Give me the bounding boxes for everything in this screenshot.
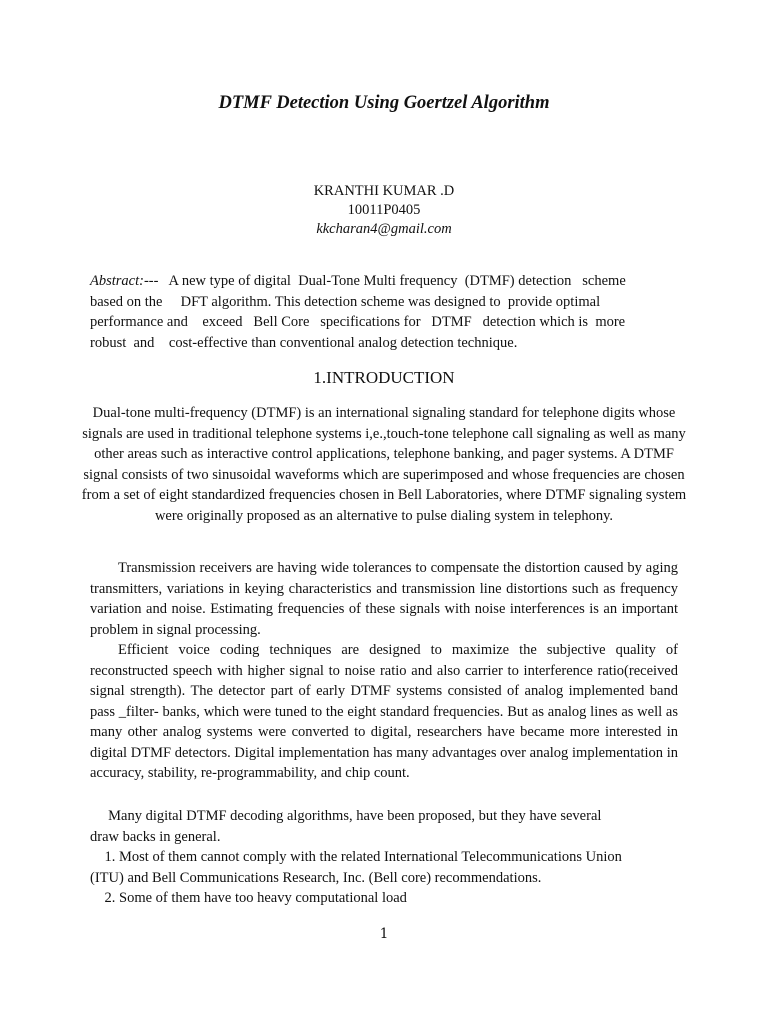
paragraph-text: Efficient voice coding techniques are designed to maximize the subjective quality of reconstructed speech with higher signal to noise ratio and also carrier to interference ratio(received signal strength). The detector part of early DTMF systems consisted of analog implemented band pass _filter- banks, which were tuned to the eight standard frequencies. But as analog lines as well as many other analog systems were converted to digital, researchers have became more interested in digital DTMF detectors. Digital implementation has many advantages over analog implementation in accuracy, stability, re-programmability, and chip count. (90, 642, 678, 781)
abstract-line: A new type of digital Dual-Tone Multi frequency (DTMF) detection scheme (158, 273, 626, 289)
abstract-line: performance and exceed Bell Core specifications for DTMF detection which is more (90, 314, 626, 330)
drawbacks-line: Many digital DTMF decoding algorithms, have been proposed, but they have several (90, 808, 602, 824)
abstract-line: robust and cost-effective than conventional analog detection technique. (90, 334, 518, 351)
drawbacks-line: 2. Some of them have too heavy computational load (90, 890, 407, 906)
coding-paragraph (90, 640, 678, 784)
abstract (90, 271, 665, 353)
author-id: 10011P0405 (347, 202, 421, 218)
section-heading: 1.INTRODUCTION (313, 368, 455, 387)
paragraph-text: Transmission receivers are having wide tolerances to compensate the distortion caused by aging transmitters, variations in keying characteristics and transmission line distortions such as frequency variation and noise. Estimating frequencies of these signals with noise interferences is an important problem in signal processing. (90, 560, 678, 638)
drawbacks-paragraph (90, 806, 690, 909)
transmission-paragraph (90, 558, 678, 640)
author-name: KRANTHI KUMAR .D (313, 183, 455, 199)
paper-title: DTMF Detection Using Goertzel Algorithm (218, 93, 550, 113)
abstract-line: based on the DFT algorithm. This detection scheme was designed to provide optimal (90, 293, 601, 310)
intro-paragraph: Dual-tone multi-frequency (DTMF) is an international signaling standard for telephone digits whose signals are used in traditional telephone systems i,e.,touch-tone telephone call signaling as well as many other areas such as interactive control applications, telephone banking, and pager systems. A DTMF signal consists of two sinusoidal waveforms which are superimposed and whose frequencies are chosen from a set of eight standardized frequencies chosen in Bell Laboratories, where DTMF signaling system were originally proposed as an alternative to pulse dialing system in telephony. (81, 405, 687, 524)
drawbacks-line: (ITU) and Bell Communications Research, Inc. (Bell core) recommendations. (90, 869, 542, 886)
page-number: 1 (379, 926, 389, 942)
author-email: kkcharan4@gmail.com (316, 221, 452, 237)
abstract-label: Abstract:--- (90, 273, 159, 289)
drawbacks-line: draw backs in general. (90, 828, 221, 845)
drawbacks-line: 1. Most of them cannot comply with the related International Telecommunications Union (90, 849, 622, 865)
